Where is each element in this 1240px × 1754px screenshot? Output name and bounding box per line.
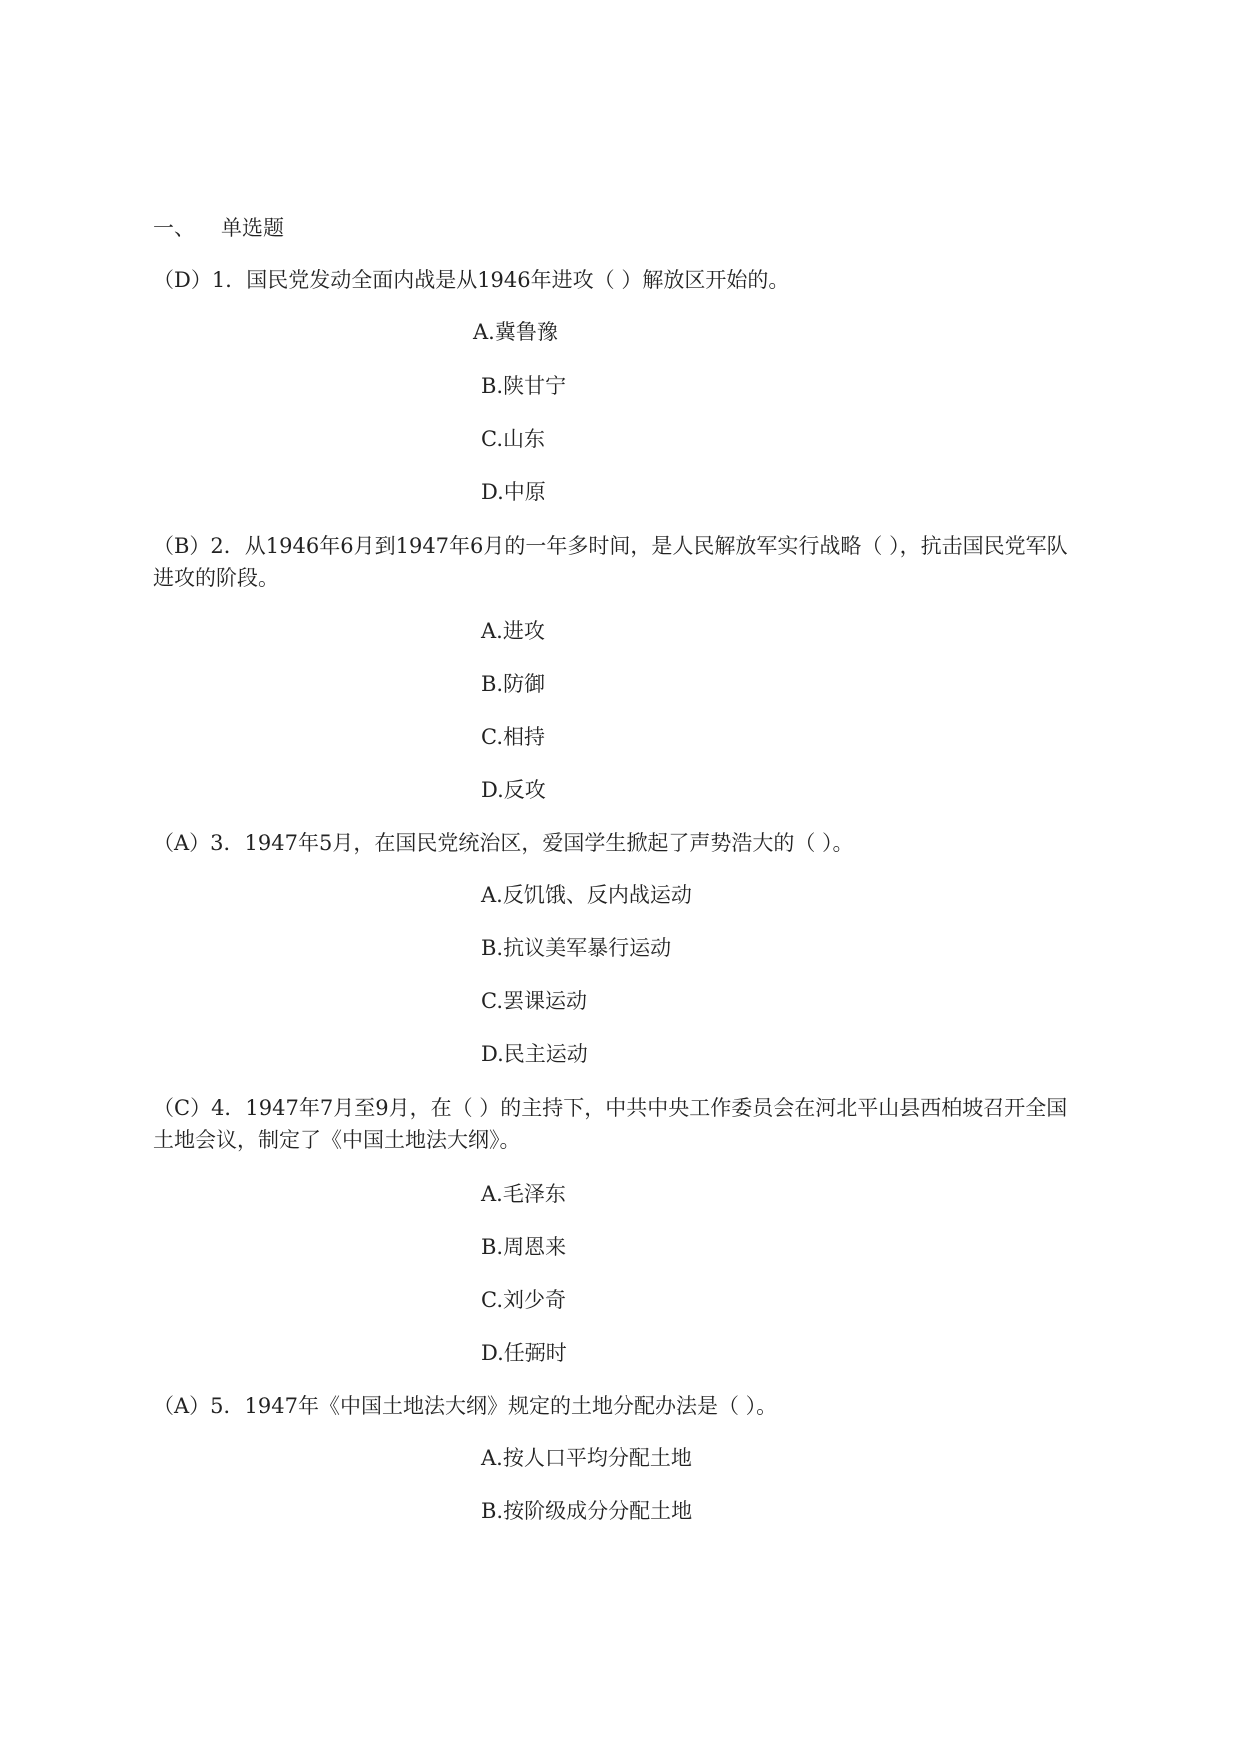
q4-option-d: D.任弼时 bbox=[481, 1341, 567, 1365]
q4-option-a: A.毛泽东 bbox=[481, 1182, 566, 1206]
q4-option-b: B.周恩来 bbox=[481, 1235, 567, 1259]
q5-option-b: B.按阶级成分分配土地 bbox=[481, 1499, 693, 1523]
q1-option-a: A.冀鲁豫 bbox=[473, 320, 558, 344]
q3-option-b: B.抗议美军暴行运动 bbox=[481, 936, 672, 960]
q2-option-b: B.防御 bbox=[481, 672, 546, 696]
q2-option-a: A.进攻 bbox=[481, 619, 545, 643]
q1-option-b: B.陕甘宁 bbox=[481, 374, 567, 398]
q3-option-a: A.反饥饿、反内战运动 bbox=[481, 883, 692, 907]
q1-option-c: C.山东 bbox=[481, 427, 545, 451]
q3-option-d: D.民主运动 bbox=[481, 1042, 588, 1066]
question-3: （A）3．1947年5月，在国民党统治区，爱国学生掀起了声势浩大的（ ）。 bbox=[153, 831, 854, 855]
q5-option-a: A.按人口平均分配土地 bbox=[481, 1446, 692, 1470]
section-title: 单选题 bbox=[221, 216, 284, 240]
q3-option-c: C.罢课运动 bbox=[481, 989, 587, 1013]
q1-option-d: D.中原 bbox=[481, 480, 546, 504]
section-number: 一、 bbox=[153, 216, 195, 240]
section-heading bbox=[153, 214, 284, 242]
question-2: （B）2．从1946年6月到1947年6月的一年多时间，是人民解放军实行战略（ ），抗击国民党军队进攻的阶段。 bbox=[153, 534, 1068, 590]
q2-option-c: C.相持 bbox=[481, 725, 545, 749]
question-4: （C）4．1947年7月至9月，在（ ）的主持下，中共中央工作委员会在河北平山县西柏坡召开全国土地会议，制定了《中国土地法大纲》。 bbox=[153, 1096, 1068, 1152]
question-5: （A）5．1947年《中国土地法大纲》规定的土地分配办法是（ ）。 bbox=[153, 1394, 778, 1418]
question-1: （D）1．国民党发动全面内战是从1946年进攻（ ）解放区开始的。 bbox=[153, 268, 790, 292]
q4-option-c: C.刘少奇 bbox=[481, 1288, 566, 1312]
q2-option-d: D.反攻 bbox=[481, 778, 546, 802]
